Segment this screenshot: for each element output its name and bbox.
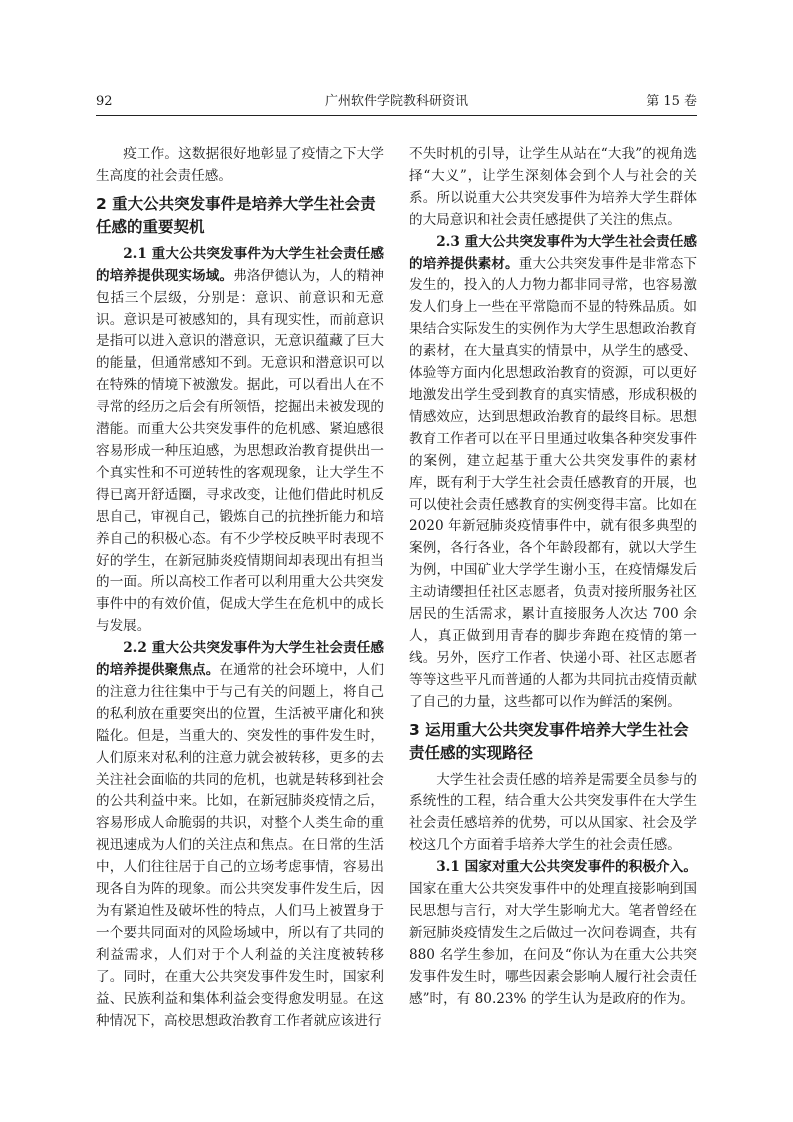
journal-title: 广州软件学院教科研资讯 (324, 94, 468, 109)
paragraph-2-3 (409, 232, 697, 714)
left-column (96, 144, 384, 1032)
paragraph-continued-right: 不失时机的引导，让学生从站在“大我”的视角选择“大义”，让学生深刻体会到个人与社会的关系。所以说重大公共突发事件为培养大学生群体的大局意识和社会责任感提供了关注的焦点。 (409, 146, 697, 228)
page-number: 92 (96, 94, 113, 109)
paragraph-text-2-3: 重大公共突发事件是非常态下发生的，投入的人力物力都非同寻常，也容易激发人们身上一些在平常隐而不显的特殊品质。如果结合实际发生的实例作为大学生思想政治教育的素材，在大量真实的情景中，从学生的感受、体验等方面内化思想政治教育的资源，可以更好地激发出学生受到教育的真实情感，形成积极的情感效应，达到思想政治教育的最终目标。思想教育工作者可以在平日里通过收集各种突发事件的案例，建立起基于重大公共突发事件的素材库，既有利于大学生社会责任感教育的开展，也可以使社会责任感教育的实例变得丰富。比如在 2020 年新冠肺炎疫情事件中，就有很多典型的案例，各行各业，各个年龄段都有，就以大学生为例，中国矿业大学学生谢小玉，在疫情爆发后主动请缨担任社区志愿者，负责对接所服务社区居民的生活需求，累计直接服务人次达 700 余人，真正做到用青春的脚步奔跑在疫情的第一线。另外，医疗工作者、快递小哥、社区志愿者等等这些平凡而普通的人都为共同抗击疫情贡献了自己的力量，这些都可以作为鲜活的案例。 (409, 255, 698, 710)
paragraph-text-3-1: 国家在重大公共突发事件中的处理直接影响到国民思想与言行，对大学生影响尤大。笔者曾经在新冠肺炎疫情发生之后做过一次问卷调查，共有 880 名学生参加，在问及“你认为在重大公共突发事件发生时，哪些因素会影响人履行社会责任感”时，有 80.23% 的学生认为是政府的作为。 (409, 881, 697, 1007)
paragraph-text-2-1: 弗洛伊德认为，人的精神包括三个层级，分别是：意识、前意识和无意识。意识是可被感知的，具有现实性，而前意识是指可以进入意识的潜意识，无意识蕴藏了巨大的能量，但通常感知不到。无意识和潜意识可以在特殊的情境下被激发。据此，可以看出人在不寻常的经历之后会有所领悟，挖掘出未被发现的潜能。而重大公共突发事件的危机感、紧迫感很容易形成一种压迫感，为思想政治教育提供出一个真实性和不可逆转性的客观现象，让大学生不得已离开舒适圈，寻求改变，让他们借此时机反思自己，审视自己，锻炼自己的抗挫折能力和培养自己的积极心态。有不少学校反映平时表现不好的学生，在新冠肺炎疫情期间却表现出有担当的一面。所以高校工作者可以利用重大公共突发事件中的有效价值，促成大学生在危机中的成长与发展。 (96, 267, 384, 635)
paragraph-3-intro: 大学生社会责任感的培养是需要全员参与的系统性的工程，结合重大公共突发事件在大学生社会责任感培养的优势，可以从国家、社会及学校这几个方面着手培养大学生的社会责任感。 (409, 771, 697, 854)
paragraph-2-2 (96, 638, 384, 1032)
subsection-lead-2-1: 2.1 重大公共突发事件为大学生社会责任感的培养提供现实场域。 (96, 245, 384, 284)
subsection-lead-2-3: 2.3 重大公共突发事件为大学生社会责任感的培养提供素材。 (409, 233, 697, 272)
paragraph-text-2-2: 在通常的社会环境中，人们的注意力往往集中于与己有关的问题上，将自己的私利放在重要突出的位置，生活被平庸化和狭隘化。但是，当重大的、突发性的事件发生时，人们原来对私利的注意力就会被转移，更多的去关注社会面临的共同的危机，也就是转移到社会的公共利益中来。比如，在新冠肺炎疫情之后，容易形成人命脆弱的共识，对整个人类生命的重视迅速成为人们的关注点和焦点。在日常的生活中，人们往往居于自己的立场考虑事情，容易出现各自为阵的现象。而公共突发事件发生后，因为有紧迫性及破坏性的特点，人们马上被置身于一个要共同面对的风险场域中，所以有了共同的利益需求，人们对于个人利益的关注度被转移了。同时，在重大公共突发事件发生时，国家利益、民族利益和集体利益会变得愈发明显。在这种情况下，高校思想政治教育工作者就应该进行 (96, 662, 385, 1029)
paragraph-2-1 (96, 244, 384, 638)
paragraph-3-1 (409, 857, 697, 1010)
section-heading-3: 3 运用重大公共突发事件培养大学生社会责任感的实现路径 (409, 720, 689, 762)
header-rule (96, 115, 697, 116)
subsection-lead-3-1: 3.1 国家对重大公共突发事件的积极介入。 (436, 859, 697, 876)
subsection-lead-2-2: 2.2 重大公共突发事件为大学生社会责任感的培养提供聚焦点。 (96, 640, 384, 679)
section-heading-2: 2 重大公共突发事件是培养大学生社会责任感的重要契机 (96, 194, 376, 236)
right-column (409, 144, 697, 1011)
volume-label: 第 15 卷 (646, 94, 697, 109)
running-header (96, 94, 697, 116)
paragraph-continued: 疫工作。这数据很好地彰显了疫情之下大学生高度的社会责任感。 (96, 146, 384, 184)
